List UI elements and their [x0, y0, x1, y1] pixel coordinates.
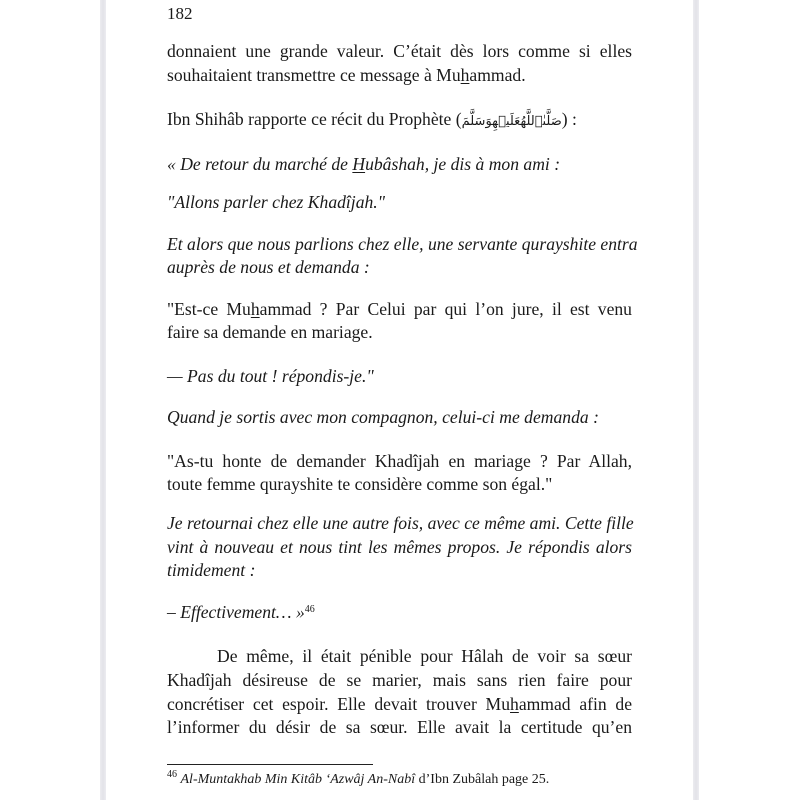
text-segment: "Est-ce Mu	[167, 299, 251, 319]
text-line: Khadîjah désireuse de se marier, mais sans rien faire pour	[167, 670, 632, 690]
text-line: toute femme qurayshite te considère comme son égal."	[167, 474, 553, 494]
footnote-number: 46	[167, 769, 177, 780]
text-line: "Allons parler chez Khadîjah."	[167, 192, 386, 212]
footnote	[167, 769, 550, 788]
text-line: faire sa demande en mariage.	[167, 322, 373, 342]
text-segment: concrétiser cet espoir. Elle devait trouver Mu	[167, 694, 511, 714]
text-line: Je retournai chez elle une autre fois, avec ce même ami. Cette fille	[167, 513, 634, 533]
text-segment: Ibn Shihâb rapporte ce récit du Prophète (	[167, 109, 462, 129]
text-line	[167, 693, 632, 717]
text-line: vint à nouveau et nous tint les mêmes propos. Je répondis alors	[167, 537, 632, 557]
text-line: De même, il était pénible pour Hâlah de voir sa sœur	[217, 646, 632, 666]
footnote-text: d’Ibn Zubâlah page 25.	[415, 772, 550, 787]
text-line: — Pas du tout ! répondis-je."	[167, 366, 374, 386]
text-line	[167, 64, 632, 88]
text-line	[167, 298, 632, 322]
text-segment: – Effectivement… »	[167, 602, 305, 622]
text-line: auprès de nous et demanda :	[167, 257, 370, 277]
underlined-letter: h	[510, 694, 519, 714]
text-line: Quand je sortis avec mon compagnon, celui-ci me demanda :	[167, 407, 599, 427]
footnote-separator	[167, 764, 373, 765]
underlined-letter: h	[460, 65, 470, 85]
underlined-letter: h	[250, 299, 260, 319]
arabic-eulogy: صَلَّىٰٱللَّهُعَلَيۡهِوَسَلَّمَ	[461, 114, 562, 129]
text-line: l’informer du désir de sa sœur. Elle avait la certitude qu’en	[167, 717, 632, 737]
text-segment: ) :	[561, 109, 577, 129]
page-edge-right	[693, 0, 699, 800]
text-line: "As-tu honte de demander Khadîjah en mariage ? Par Allah,	[167, 451, 632, 471]
footnote-title: Al-Muntakhab Min Kitâb ‘Azwâj An-Nabî	[180, 772, 416, 787]
underlined-letter: H	[352, 154, 366, 174]
text-line: timidement :	[167, 560, 256, 580]
footnote-ref[interactable]: 46	[304, 604, 315, 615]
text-segment: ammad ? Par Celui par qui l’on jure, il est venu	[259, 299, 632, 319]
page-number: 182	[167, 4, 193, 23]
text-line: donnaient une grande valeur. C’était dès lors comme si elles	[167, 41, 632, 61]
text-line	[167, 108, 632, 134]
text-segment: ammad.	[469, 65, 526, 85]
text-line	[167, 153, 632, 177]
text-line: Et alors que nous parlions chez elle, une servante qurayshite entra	[167, 234, 638, 254]
text-segment: souhaitaient transmettre ce message à Mu	[167, 65, 461, 85]
text-segment: « De retour du marché de	[167, 154, 353, 174]
text-segment: ammad afin de	[518, 694, 633, 714]
text-segment: ubâshah, je dis à mon ami :	[365, 154, 561, 174]
text-line	[167, 601, 632, 625]
